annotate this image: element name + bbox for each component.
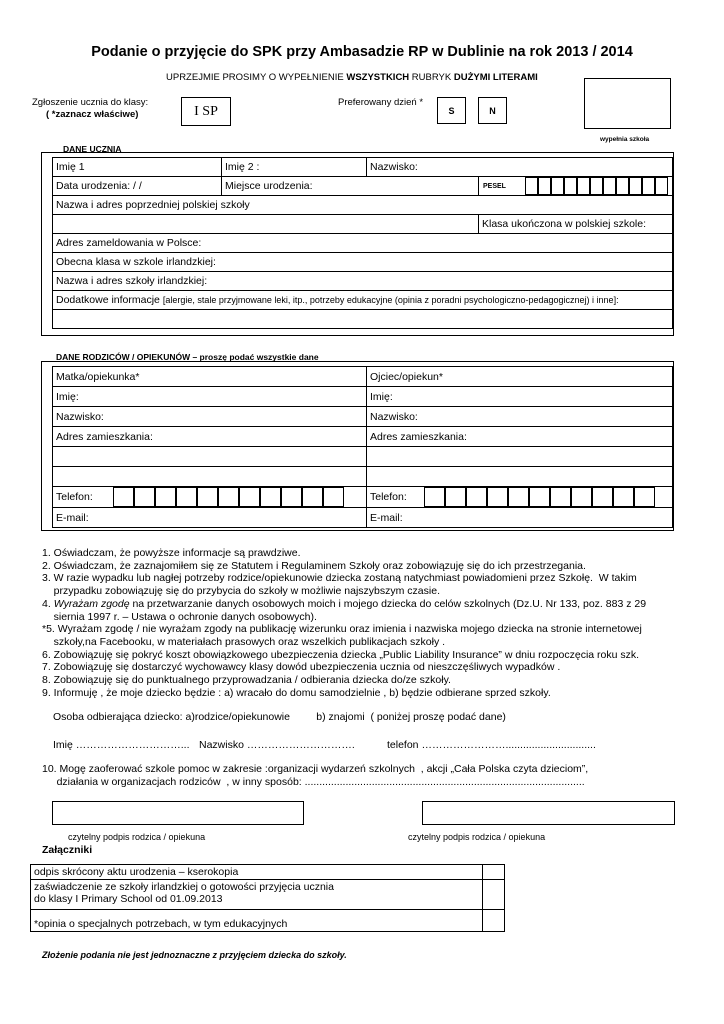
phone-digit-box[interactable]: [155, 487, 176, 507]
fill-instruction: UPRZEJMIE PROSIMY O WYPEŁNIENIE WSZYSTKICH RUBRYK DUŻYMI LITERAMI: [166, 72, 538, 83]
day-option-sunday[interactable]: N: [478, 97, 507, 124]
father-header: Ojciec/opiekun*: [367, 367, 673, 387]
student-section-title: DANE UCZNIA: [63, 144, 122, 154]
phone-digit-box[interactable]: [508, 487, 529, 507]
mother-address-field[interactable]: Adres zamieszkania:: [53, 427, 367, 447]
mother-email-field[interactable]: E-mail:: [53, 508, 367, 528]
father-address-line[interactable]: [367, 447, 673, 467]
mother-phone-label: Telefon:: [56, 491, 93, 503]
mother-surname-field[interactable]: Nazwisko:: [53, 407, 367, 427]
class-select-box[interactable]: I SP: [181, 97, 231, 126]
phone-digit-box[interactable]: [634, 487, 655, 507]
statement-item: 4. Wyrażam zgodę na przetwarzanie danych osobowych moich i mojego dziecka do celów szkolnych (Dz.U. Nr 133, poz. 883 z 29: [42, 597, 647, 610]
phone-digit-box[interactable]: [550, 487, 571, 507]
footer-note: Złożenie podania nie jest jednoznaczne z przyjęciem dziecka do szkoły.: [42, 950, 347, 960]
help-offer-line1: 10. Mogę zaoferować szkole pomoc w zakresie :organizacji wydarzeń szkolnych , akcji „Cała Polska czyta dzieciom”,: [42, 763, 589, 775]
mother-address-line[interactable]: [53, 467, 367, 487]
irish-class-field[interactable]: Obecna klasa w szkole irlandzkiej:: [53, 253, 673, 272]
signature-box-2[interactable]: [422, 801, 675, 825]
statement-item: przypadku zobowiązuję się do przybycia do szkoły w możliwie najszybszym czasie.: [42, 585, 440, 598]
birth-place-field[interactable]: Miejsce urodzenia:: [222, 177, 479, 196]
day-option-saturday[interactable]: S: [437, 97, 466, 124]
extra-info-label: Dodatkowe informacje: [56, 294, 160, 306]
pickup-name-field[interactable]: Imię …………………………...: [53, 739, 190, 751]
phone-digit-box[interactable]: [134, 487, 155, 507]
father-phone-label: Telefon:: [370, 491, 407, 503]
attachment-item: zaświadczenie ze szkoły irlandzkiej o gotowości przyjęcia ucznia do klasy I Primary School od 01.09.2013: [31, 880, 483, 910]
first-name2-field[interactable]: Imię 2 :: [222, 158, 367, 177]
attachment-checkbox[interactable]: [483, 880, 505, 910]
address-pl-field[interactable]: Adres zameldowania w Polsce:: [53, 234, 673, 253]
phone-digit-box[interactable]: [592, 487, 613, 507]
father-surname-field[interactable]: Nazwisko:: [367, 407, 673, 427]
father-address-line[interactable]: [367, 467, 673, 487]
phone-digit-box[interactable]: [466, 487, 487, 507]
phone-digit-box[interactable]: [197, 487, 218, 507]
pesel-digit-box[interactable]: [564, 177, 577, 195]
irish-school-field[interactable]: Nazwa i adres szkoły irlandzkiej:: [53, 272, 673, 291]
student-table: [52, 157, 673, 329]
parents-table: [52, 366, 673, 528]
pesel-digit-box[interactable]: [603, 177, 616, 195]
surname-field[interactable]: Nazwisko:: [367, 158, 673, 177]
pesel-digit-box[interactable]: [616, 177, 629, 195]
class-completed-field[interactable]: Klasa ukończona w polskiej szkole:: [479, 215, 673, 234]
pickup-surname-field[interactable]: Nazwisko ………………………….: [199, 739, 355, 751]
statement-item[interactable]: *5. Wyrażam zgodę / nie wyrażam zgody na publikację wizerunku oraz imienia i nazwiska mojego dziecka na stronie internetowej: [42, 623, 642, 636]
pickup-phone-field[interactable]: telefon ……………………...............................: [387, 739, 596, 751]
pesel-digit-box[interactable]: [525, 177, 538, 195]
father-phone-field[interactable]: [367, 487, 673, 508]
signature-label-1: czytelny podpis rodzica / opiekuna: [68, 832, 206, 842]
prev-school-cont-field[interactable]: [53, 215, 479, 234]
phone-digit-box[interactable]: [218, 487, 239, 507]
statement-item: szkoły,na Facebooku, w materiałach prasowych oraz wszelkich publikacjach szkoły .: [42, 635, 446, 648]
statement-item: 2. Oświadczam, że zaznajomiłem się ze Statutem i Regulaminem Szkoły oraz zobowiązuję się do ich przestrzegania.: [42, 559, 586, 572]
phone-digit-box[interactable]: [323, 487, 344, 507]
page-title: Podanie o przyjęcie do SPK przy Ambasadzie RP w Dublinie na rok 2013 / 2014: [91, 44, 633, 60]
statements-list: [42, 547, 692, 699]
statement-item: 3. W razie wypadku lub nagłej potrzeby rodzice/opiekunowie dziecka zostaną natychmiast powiadomieni przez Szkołę. W takim: [42, 572, 637, 585]
statement-item: 6. Zobowiązuję się pokryć koszt obowiązkowego ubezpieczenia dziecka „Public Liability Insurance” w dniu rozpoczęcia roku szk.: [42, 648, 640, 661]
phone-digit-box[interactable]: [113, 487, 134, 507]
phone-digit-box[interactable]: [176, 487, 197, 507]
phone-digit-box[interactable]: [613, 487, 634, 507]
parents-section-title: DANE RODZICÓW / OPIEKUNÓW – proszę podać wszystkie dane: [56, 352, 319, 362]
phone-digit-box[interactable]: [424, 487, 445, 507]
school-use-note: wypełnia szkoła: [600, 136, 650, 143]
pesel-digit-box[interactable]: [577, 177, 590, 195]
prev-school-field[interactable]: Nazwa i adres poprzedniej polskiej szkoły: [53, 196, 673, 215]
father-first-name-field[interactable]: Imię:: [367, 387, 673, 407]
phone-digit-box[interactable]: [571, 487, 592, 507]
pesel-digit-box[interactable]: [590, 177, 603, 195]
phone-digit-box[interactable]: [281, 487, 302, 507]
mother-address-line[interactable]: [53, 447, 367, 467]
mother-phone-field[interactable]: [53, 487, 367, 508]
pesel-digit-box[interactable]: [642, 177, 655, 195]
preferred-day-label: Preferowany dzień *: [338, 97, 424, 108]
attachments-title: Załączniki: [42, 844, 93, 856]
birth-date-field[interactable]: Data urodzenia: / /: [53, 177, 222, 196]
pickup-person-line[interactable]: Osoba odbierająca dziecko: a)rodzice/opiekunowie b) znajomi ( poniżej proszę podać dane): [53, 711, 506, 723]
phone-digit-box[interactable]: [529, 487, 550, 507]
signature-box-1[interactable]: [52, 801, 304, 825]
phone-digit-box[interactable]: [239, 487, 260, 507]
mother-first-name-field[interactable]: Imię:: [53, 387, 367, 407]
phone-digit-box[interactable]: [302, 487, 323, 507]
pesel-digit-box[interactable]: [551, 177, 564, 195]
help-offer-line2[interactable]: działania w organizacjach rodziców , w inny sposób: ................................................................................................: [42, 776, 585, 788]
phone-digit-box[interactable]: [445, 487, 466, 507]
mother-header: Matka/opiekunka*: [53, 367, 367, 387]
attachment-item: odpis skrócony aktu urodzenia – kserokopia: [31, 865, 483, 880]
phone-digit-box[interactable]: [487, 487, 508, 507]
pesel-digit-box[interactable]: [655, 177, 668, 195]
extra-info-note: [alergie, stale przyjmowane leki, itp., potrzeby edukacyjne (opinia z poradni psychologiczno-pedagogicznej) i inne]:: [162, 295, 619, 305]
pesel-digit-box[interactable]: [538, 177, 551, 195]
pesel-label: PESEL: [483, 182, 506, 190]
statement-item: 7. Zobowiązuję się dostarczyć wychowawcy klasy dowód ubezpieczenia ucznia od nieszczęśliwych wypadków .: [42, 661, 561, 674]
statement-item: siernia 1997 r. – Ustawa o ochronie danych osobowych).: [42, 610, 317, 623]
statement-item: 9. Informuję , że moje dziecko będzie : a) wracało do domu samodzielnie , b) będzie odbierane sprzed szkoły.: [42, 686, 551, 699]
pesel-field[interactable]: [479, 177, 673, 196]
phone-digit-box[interactable]: [260, 487, 281, 507]
attachment-checkbox[interactable]: [483, 910, 505, 932]
extra-info-field[interactable]: [53, 291, 673, 310]
extra-info-line[interactable]: [53, 310, 673, 329]
attachments-table: [30, 864, 505, 932]
signature-label-2: czytelny podpis rodzica / opiekuna: [408, 832, 546, 842]
father-address-field[interactable]: Adres zamieszkania:: [367, 427, 673, 447]
class-select-label: Zgłoszenie ucznia do klasy:: [32, 97, 149, 108]
school-use-box: [584, 78, 671, 129]
father-email-field[interactable]: E-mail:: [367, 508, 673, 528]
class-select-note: ( *zaznacz właściwe): [46, 109, 139, 120]
attachment-checkbox[interactable]: [483, 865, 505, 880]
pesel-digit-box[interactable]: [629, 177, 642, 195]
statement-item: 8. Zobowiązuję się do punktualnego przyprowadzania / odbierania dziecka do/ze szkoły.: [42, 674, 451, 687]
first-name1-field[interactable]: Imię 1: [53, 158, 222, 177]
statement-item: 1. Oświadczam, że powyższe informacje są prawdziwe.: [42, 547, 301, 559]
attachment-item: *opinia o specjalnych potrzebach, w tym edukacyjnych: [31, 910, 483, 932]
